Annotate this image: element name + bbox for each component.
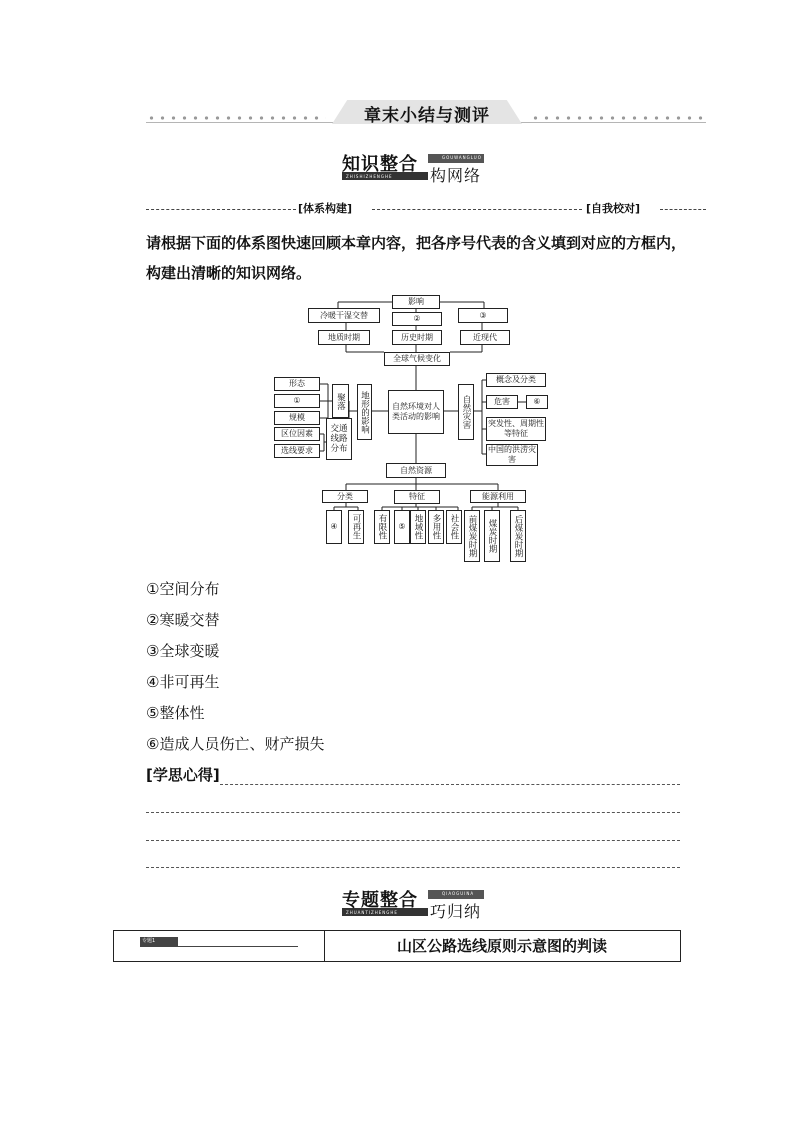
answer-item: ①空间分布 — [146, 580, 220, 598]
banner-dots-left — [146, 116, 326, 120]
section-header-topics — [342, 886, 492, 922]
box-blank-3: ③ — [458, 308, 508, 323]
answer-item: ④非可再生 — [146, 673, 220, 691]
box-influence: 影响 — [392, 295, 440, 309]
box-multi-use: 多用性 — [428, 510, 444, 544]
divider — [146, 200, 706, 218]
box-social: 社会性 — [446, 510, 462, 544]
topic-table — [113, 930, 681, 962]
box-blank-6: ⑥ — [526, 395, 548, 409]
notes-line — [146, 867, 680, 868]
box-renewable: 可再生 — [348, 510, 364, 544]
box-china-flood: 中国的洪涝灾害 — [488, 445, 536, 464]
divider-label-right: [自我校对] — [586, 202, 641, 215]
box-historic-period: 历史时期 — [392, 330, 442, 345]
box-features: 特征 — [394, 490, 440, 504]
divider-dash — [660, 209, 706, 210]
box-sudden-features: 突发性、周期性等特征 — [486, 417, 546, 441]
box-location-factor: 区位因素 — [274, 427, 320, 441]
section-title: 专题整合 — [342, 890, 418, 911]
knowledge-network-diagram — [272, 294, 552, 566]
box-limited: 有限性 — [374, 510, 390, 544]
box-concept-classification: 概念及分类 — [486, 373, 546, 387]
chapter-banner — [146, 100, 706, 126]
answer-item: ③全球变暖 — [146, 642, 220, 660]
divider-dash — [146, 209, 296, 210]
box-shape: 形态 — [274, 377, 320, 391]
box-geologic-period: 地质时期 — [318, 330, 370, 345]
box-traffic-lines: 交通线路分布 — [326, 418, 352, 460]
topic-tag-line — [140, 946, 298, 947]
box-harm: 危害 — [486, 395, 518, 409]
box-pre-coal-period: 前煤炭时期 — [464, 510, 480, 562]
section-title: 知识整合 — [342, 154, 418, 175]
divider-dash — [372, 209, 582, 210]
topic-title: 山区公路选线原则示意图的判读 — [396, 937, 607, 955]
notes-line — [220, 784, 680, 785]
banner-dots-right — [530, 116, 706, 120]
notes-line — [146, 812, 680, 813]
intro-paragraph: 请根据下面的体系图快速回顾本章内容，把各序号代表的含义填到对应的方框内， 构建出清晰的知识网络。 — [146, 234, 687, 282]
box-center-topic: 自然环境对人类活动的影响 — [388, 390, 444, 434]
box-settlement: 聚落 — [332, 384, 349, 418]
box-blank-2: ② — [392, 312, 442, 326]
box-route-requirement: 选线要求 — [274, 444, 320, 458]
topic-tag-cell — [114, 931, 325, 961]
notes-label: [学思心得] — [146, 766, 220, 784]
box-energy-use: 能源利用 — [470, 490, 526, 503]
section-header-knowledge — [342, 150, 492, 186]
notes-line — [146, 840, 680, 841]
chapter-title: 章末小结与测评 — [364, 106, 490, 126]
box-global-climate-change: 全球气候变化 — [384, 352, 450, 366]
section-pinyin-bottom: ZHISHIZHENGHE — [346, 174, 393, 179]
box-coal-period: 煤炭时期 — [484, 510, 500, 562]
box-alternation: 冷暖干湿交替 — [308, 308, 380, 323]
box-modern-period: 近现代 — [460, 330, 510, 345]
box-classification: 分类 — [322, 490, 368, 503]
box-blank-5: ⑤ — [394, 510, 410, 544]
answer-item: ⑤整体性 — [146, 704, 205, 722]
divider-label-left: [体系构建] — [298, 202, 353, 215]
answer-item: ②寒暖交替 — [146, 611, 220, 629]
box-blank-4: ④ — [326, 510, 342, 544]
section-subtitle: 巧归纳 — [430, 902, 482, 921]
section-subtitle: 构网络 — [430, 166, 482, 185]
section-pinyin-top: QIAOGUINA — [442, 891, 475, 896]
section-pinyin-bottom: ZHUANTIZHENGHE — [346, 910, 398, 915]
box-scale: 规模 — [274, 411, 320, 425]
answer-item: ⑥造成人员伤亡、财产损失 — [146, 735, 325, 753]
box-regional: 地域性 — [410, 510, 426, 544]
box-terrain-influence: 地形的影响 — [357, 384, 372, 440]
box-natural-disaster: 自然灾害 — [458, 384, 474, 440]
topic-tag: 专题1 — [140, 937, 178, 946]
box-natural-resources: 自然资源 — [386, 463, 446, 478]
box-blank-1: ① — [274, 394, 320, 408]
section-pinyin-top: GOUWANGLUO — [442, 155, 482, 160]
box-post-coal-period: 后煤炭时期 — [510, 510, 526, 562]
